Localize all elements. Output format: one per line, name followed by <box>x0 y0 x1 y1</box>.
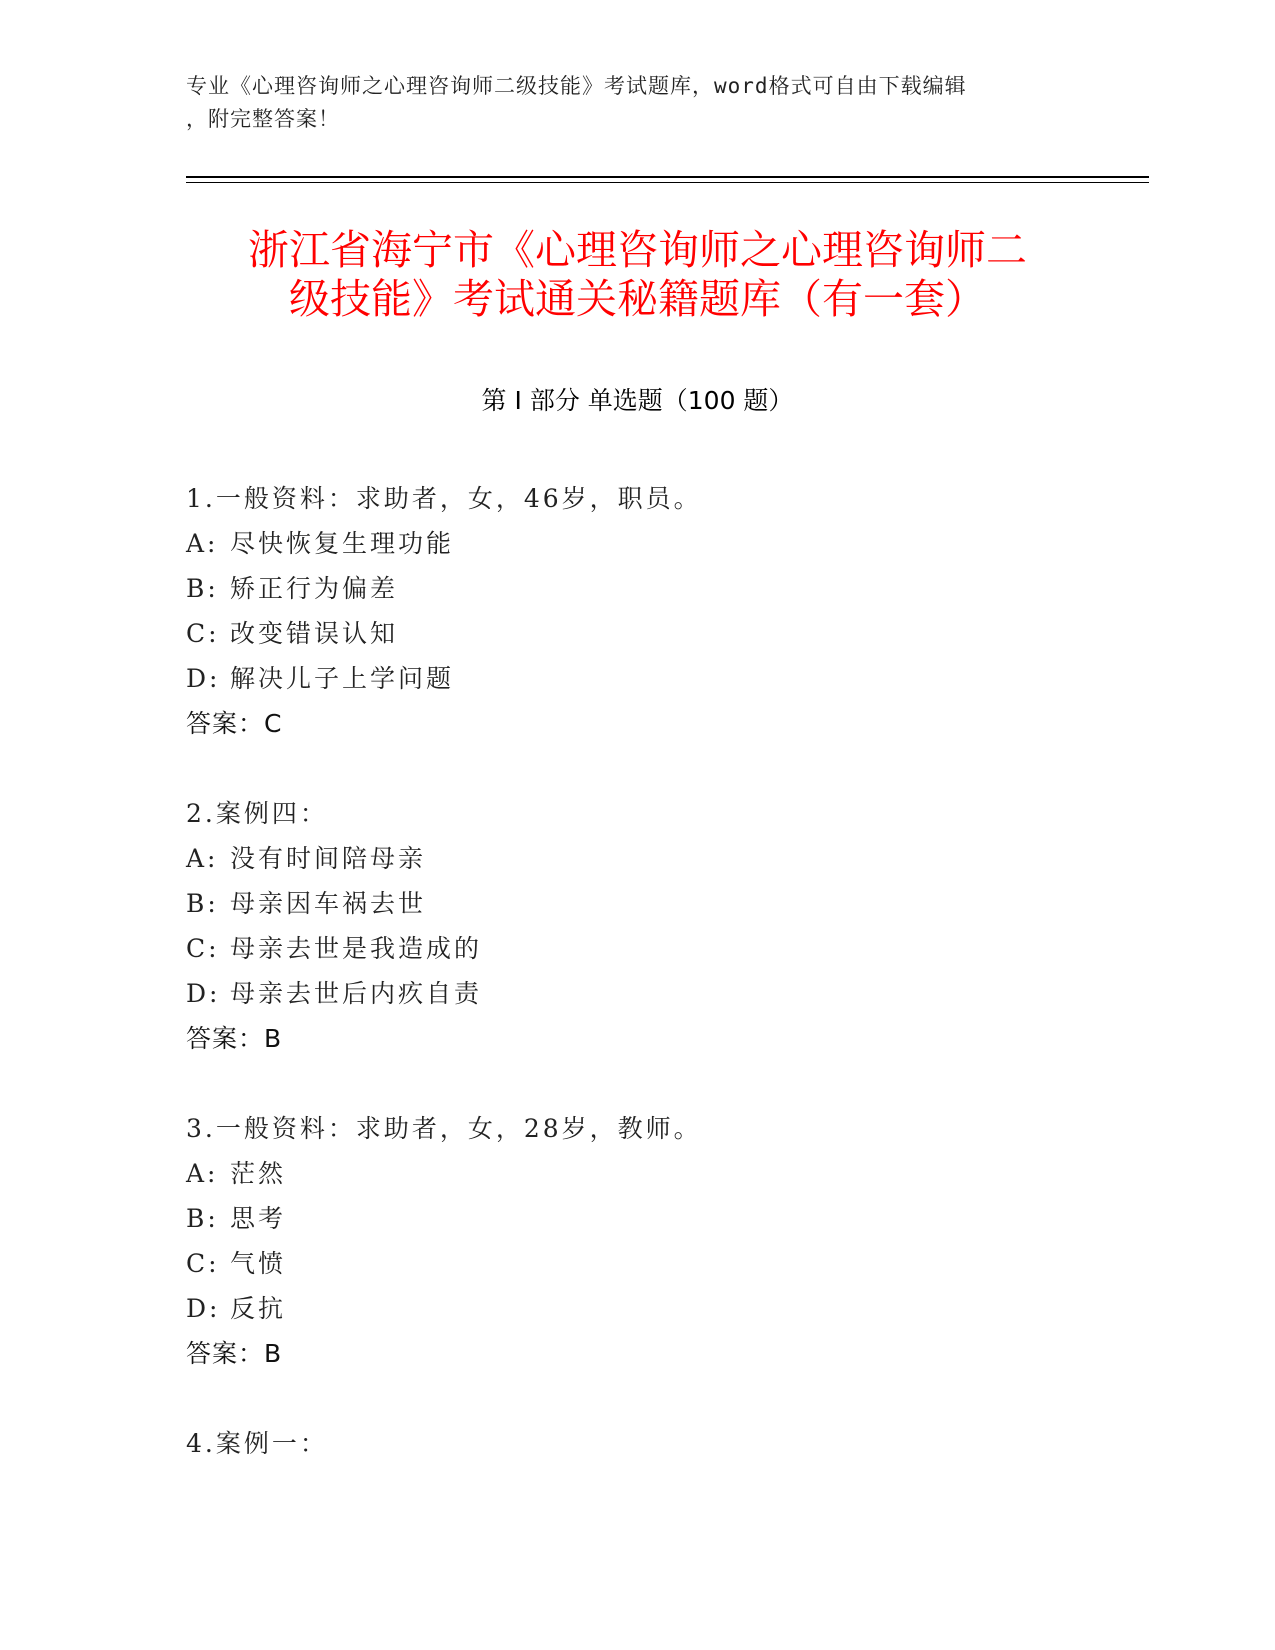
option-key: B: <box>186 889 219 918</box>
option-key: C: <box>186 934 220 963</box>
option-d <box>186 656 1086 701</box>
question-1 <box>186 476 1086 746</box>
question-list <box>186 476 1086 1511</box>
option-text: 没有时间陪母亲 <box>230 844 427 873</box>
answer-line: 答案：B <box>186 1024 283 1053</box>
option-key: D: <box>186 664 221 693</box>
option-c <box>186 611 1086 656</box>
header-rule-thick <box>186 176 1149 178</box>
option-d <box>186 1286 1086 1331</box>
option-text: 改变错误认知 <box>230 619 399 648</box>
option-b <box>186 566 1086 611</box>
option-d <box>186 971 1086 1016</box>
answer-line: 答案：B <box>186 1339 283 1368</box>
option-b <box>186 1196 1086 1241</box>
header-line-1: 专业《心理咨询师之心理咨询师二级技能》考试题库，word格式可自由下载编辑 <box>186 74 967 98</box>
option-text: 思考 <box>230 1204 287 1233</box>
option-text: 母亲因车祸去世 <box>230 889 427 918</box>
question-4 <box>186 1421 1086 1466</box>
option-key: C: <box>186 619 220 648</box>
title-line-1: 浙江省海宁市《心理咨询师之心理咨询师二 <box>248 226 1027 274</box>
option-text: 母亲去世后内疚自责 <box>230 979 483 1008</box>
option-text: 母亲去世是我造成的 <box>230 934 483 963</box>
option-b <box>186 881 1086 926</box>
option-key: B: <box>186 1204 219 1233</box>
option-key: A: <box>186 529 219 558</box>
option-c <box>186 926 1086 971</box>
section-heading: 第 I 部分 单选题（100 题） <box>481 386 794 415</box>
document-title <box>150 226 1125 324</box>
option-a <box>186 521 1086 566</box>
question-stem: 4.案例一： <box>186 1429 328 1458</box>
option-key: A: <box>186 844 219 873</box>
option-c <box>186 1241 1086 1286</box>
option-text: 茫然 <box>230 1159 287 1188</box>
option-text: 解决儿子上学问题 <box>230 664 455 693</box>
header-line-2: ，附完整答案！ <box>186 107 340 131</box>
answer-line: 答案：C <box>186 709 283 738</box>
question-stem: 2.案例四： <box>186 799 328 828</box>
page-header <box>186 70 1066 136</box>
option-key: C: <box>186 1249 220 1278</box>
option-a <box>186 1151 1086 1196</box>
question-3 <box>186 1106 1086 1376</box>
option-text: 尽快恢复生理功能 <box>230 529 455 558</box>
option-text: 反抗 <box>230 1294 287 1323</box>
option-key: A: <box>186 1159 219 1188</box>
option-key: B: <box>186 574 219 603</box>
option-a <box>186 836 1086 881</box>
title-line-2: 级技能》考试通关秘籍题库（有一套） <box>289 275 986 323</box>
question-stem: 3.一般资料：求助者，女，28岁，教师。 <box>186 1114 702 1143</box>
question-2 <box>186 791 1086 1061</box>
question-stem: 1.一般资料：求助者，女，46岁，职员。 <box>186 484 702 513</box>
option-key: D: <box>186 979 221 1008</box>
option-key: D: <box>186 1294 221 1323</box>
option-text: 矫正行为偏差 <box>230 574 399 603</box>
header-rule-thin <box>186 182 1149 183</box>
option-text: 气愤 <box>230 1249 287 1278</box>
